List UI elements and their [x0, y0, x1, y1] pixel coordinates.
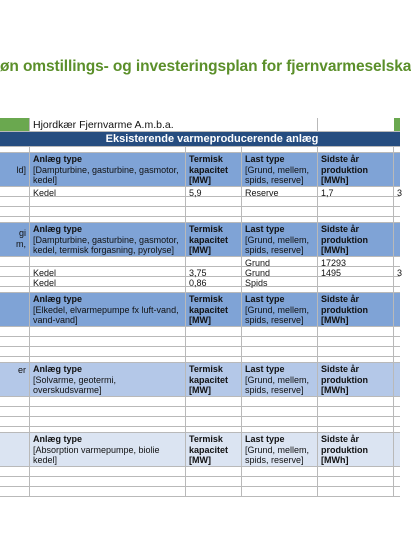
- left-fragment: ld]: [0, 153, 30, 186]
- plant-table: [0, 118, 403, 497]
- table-row: [0, 207, 400, 217]
- company-row: [0, 118, 400, 132]
- table-row: [0, 327, 400, 337]
- table-row: [0, 477, 400, 487]
- green-marker: [0, 118, 30, 131]
- load-header: Last type [Grund, mellem, spids, reserve]: [242, 293, 318, 326]
- table-row: [0, 407, 400, 417]
- green-marker-right: [394, 118, 400, 131]
- type-header: Anlæg type [Elkedel, elvarmepumpe fx luft-vand, vand-vand]: [30, 293, 186, 326]
- table-row: [0, 397, 400, 407]
- capacity-header: Termisk kapacitet [MW]: [186, 223, 242, 256]
- table-row: Grund 17293: [0, 257, 400, 267]
- block-header: [0, 363, 400, 397]
- table-row: [0, 417, 400, 427]
- table-row: Kedel 5,9 Reserve 1,7 3: [0, 187, 400, 197]
- type-header: Anlæg type [Absorption varmepumpe, biolie kedel]: [30, 433, 186, 466]
- company-name: Hjordkær Fjernvarme A.m.b.a.: [30, 118, 318, 131]
- production-header: Sidste år produktion [MWh]: [318, 223, 394, 256]
- table-row: [0, 347, 400, 357]
- capacity-header: Termisk kapacitet [MW]: [186, 433, 242, 466]
- block-header: [0, 153, 400, 187]
- block-header: [0, 433, 400, 467]
- table-row: [0, 337, 400, 347]
- left-fragment: gi m,: [0, 223, 30, 256]
- production-header: Sidste år produktion [MWh]: [318, 433, 394, 466]
- production-header: Sidste år produktion [MWh]: [318, 153, 394, 186]
- production-header: Sidste år produktion [MWh]: [318, 293, 394, 326]
- left-fragment: [0, 433, 30, 466]
- section-title: Eksisterende varmeproducerende anlæg: [105, 133, 319, 145]
- block-header: [0, 293, 400, 327]
- load-header: Last type [Grund, mellem, spids, reserve]: [242, 223, 318, 256]
- capacity-header: Termisk kapacitet [MW]: [186, 363, 242, 396]
- block-header: [0, 223, 400, 257]
- capacity-header: Termisk kapacitet [MW]: [186, 153, 242, 186]
- capacity-header: Termisk kapacitet [MW]: [186, 293, 242, 326]
- production-header: Sidste år produktion [MWh]: [318, 363, 394, 396]
- table-row: Kedel 0,86 Spids: [0, 277, 400, 287]
- table-row: Kedel 3,75 Grund 1495 3: [0, 267, 400, 277]
- section-header: [0, 132, 400, 147]
- load-header: Last type [Grund, mellem, spids, reserve]: [242, 363, 318, 396]
- table-row: [0, 487, 400, 497]
- page-title: øn omstillings- og investeringsplan for fjernvarmeselska: [0, 58, 411, 75]
- type-header: Anlæg type [Solvarme, geotermi, overskudsvarme]: [30, 363, 186, 396]
- table-row: [0, 467, 400, 477]
- table-row: [0, 197, 400, 207]
- load-header: Last type [Grund, mellem, spids, reserve]: [242, 153, 318, 186]
- left-fragment: er: [0, 363, 30, 396]
- load-header: Last type [Grund, mellem, spids, reserve]: [242, 433, 318, 466]
- left-fragment: [0, 293, 30, 326]
- type-header: Anlæg type [Dampturbine, gasturbine, gasmotor, kedel]: [30, 153, 186, 186]
- type-header: Anlæg type [Dampturbine, gasturbine, gasmotor, kedel, termisk forgasning, pyrolyse]: [30, 223, 186, 256]
